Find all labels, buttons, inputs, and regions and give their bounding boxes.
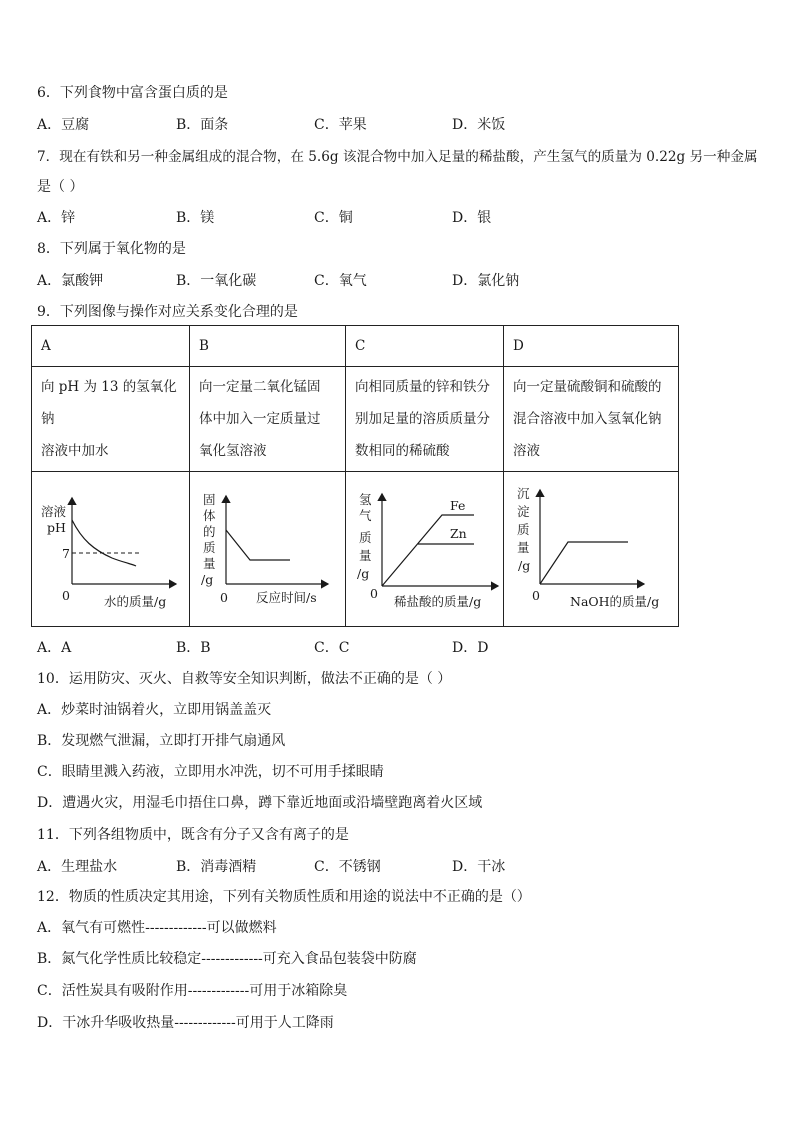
graph-a-ylabel-2: pH xyxy=(47,520,66,535)
q8-option-a: A．氯酸钾 xyxy=(37,273,104,289)
header-d: D xyxy=(504,326,679,367)
q8-option-b: B．一氧化碳 xyxy=(176,273,257,289)
q6-option-b: B．面条 xyxy=(176,117,229,133)
description-d: 向一定量硫酸铜和硫酸的 混合溶液中加入氢氧化钠 溶液 xyxy=(504,367,679,472)
graph-a-curve xyxy=(72,520,136,566)
graph-c-origin: 0 xyxy=(370,586,378,601)
header-a: A xyxy=(32,326,190,367)
graph-b-ylabel-5: /g xyxy=(201,572,214,587)
graph-c xyxy=(346,472,503,626)
graph-b-cell xyxy=(190,472,346,627)
q6-option-d: D．米饭 xyxy=(452,117,506,133)
q12-option-a: A．氧气有可燃性-------------可以做燃料 xyxy=(37,920,277,936)
q7-stem-line1: 7．现在有铁和另一种金属组成的混合物，在 5.6g 该混合物中加入足量的稀盐酸，产生氢气的质量为 0.22g 另一种金属 xyxy=(37,149,758,165)
graph-b-xlabel: 反应时间/s xyxy=(256,590,317,605)
q9-option-d: D．D xyxy=(452,640,489,656)
graph-d-ylabel-4: /g xyxy=(518,558,531,573)
q7-option-a: A．锌 xyxy=(37,210,76,226)
graph-a-ylabel-1: 溶液 xyxy=(41,504,67,519)
q12-option-d: D．干冰升华吸收热量-------------可用于人工降雨 xyxy=(37,1015,334,1031)
graph-b-ylabel-0: 固 xyxy=(203,492,216,507)
graph-a-ref-value: 7 xyxy=(62,546,70,561)
graph-d-ylabel-1: 淀 xyxy=(517,504,530,519)
q9-stem: 9．下列图像与操作对应关系变化合理的是 xyxy=(37,304,298,320)
graph-c-xlabel: 稀盐酸的质量/g xyxy=(394,594,482,609)
graph-d-ylabel-0: 沉 xyxy=(517,486,530,501)
header-b: B xyxy=(190,326,346,367)
graph-a-origin: 0 xyxy=(62,588,70,603)
graph-b-origin: 0 xyxy=(220,590,228,605)
graph-c-cell xyxy=(346,472,504,627)
q7-stem-line2: 是（ ） xyxy=(37,179,84,195)
q6-option-c: C．苹果 xyxy=(314,117,367,133)
graph-d-cell xyxy=(504,472,679,627)
graph-a-xlabel: 水的质量/g xyxy=(104,594,167,609)
description-a: 向 pH 为 13 的氢氧化钠 溶液中加水 xyxy=(32,367,190,472)
q11-stem: 11．下列各组物质中，既含有分子又含有离子的是 xyxy=(37,827,349,843)
q8-option-d: D．氯化钠 xyxy=(452,273,520,289)
graph-c-ylabel-4: /g xyxy=(357,566,370,581)
description-b: 向一定量二氧化锰固 体中加入一定质量过 氧化氢溶液 xyxy=(190,367,346,472)
graph-c-ylabel-0: 氢 xyxy=(359,492,372,507)
graph-b xyxy=(190,472,345,626)
q9-table xyxy=(31,325,679,627)
q7-option-d: D．银 xyxy=(452,210,492,226)
graph-d-xlabel: NaOH的质量/g xyxy=(570,594,660,609)
graph-b-line xyxy=(226,530,290,560)
q8-stem: 8．下列属于氧化物的是 xyxy=(37,241,186,257)
series-zn-label: Zn xyxy=(450,526,467,541)
q6-stem: 6．下列食物中富含蛋白质的是 xyxy=(37,85,228,101)
graph-c-ylabel-2: 质 xyxy=(359,530,372,545)
graph-d-ylabel-2: 质 xyxy=(517,522,530,537)
q10-option-c: C．眼睛里溅入药液，立即用水冲洗，切不可用手揉眼睛 xyxy=(37,764,384,780)
q10-stem: 10．运用防灾、灭火、自救等安全知识判断，做法不正确的是（ ） xyxy=(37,671,452,687)
q8-option-c: C．氧气 xyxy=(314,273,367,289)
q9-option-c: C．C xyxy=(314,640,350,656)
graph-c-ylabel-1: 气 xyxy=(359,508,372,523)
header-c: C xyxy=(346,326,504,367)
q12-option-c: C．活性炭具有吸附作用-------------可用于冰箱除臭 xyxy=(37,983,348,999)
q10-option-a: A．炒菜时油锅着火，立即用锅盖盖灭 xyxy=(37,702,272,718)
q6-option-a: A．豆腐 xyxy=(37,117,90,133)
graph-d xyxy=(504,472,678,626)
graph-c-ylabel-3: 量 xyxy=(359,548,372,563)
graph-b-ylabel-1: 体 xyxy=(203,508,216,523)
q10-option-b: B．发现燃气泄漏，立即打开排气扇通风 xyxy=(37,733,286,749)
q9-option-a: A．A xyxy=(37,640,72,656)
graph-b-ylabel-2: 的 xyxy=(203,524,216,539)
q11-option-a: A．生理盐水 xyxy=(37,859,118,875)
q12-stem: 12．物质的性质决定其用途，下列有关物质性质和用途的说法中不正确的是（） xyxy=(37,889,531,905)
series-fe-label: Fe xyxy=(450,498,466,513)
q7-option-c: C．铜 xyxy=(314,210,353,226)
graph-a xyxy=(32,472,189,626)
q11-option-c: C．不锈钢 xyxy=(314,859,381,875)
description-c: 向相同质量的锌和铁分 别加足量的溶质质量分 数相同的稀硫酸 xyxy=(346,367,504,472)
q9-option-b: B．B xyxy=(176,640,211,656)
q11-option-b: B．消毒酒精 xyxy=(176,859,257,875)
q10-option-d: D．遭遇火灾，用湿毛巾捂住口鼻，蹲下靠近地面或沿墙壁跑离着火区域 xyxy=(37,795,483,811)
graph-b-ylabel-3: 质 xyxy=(203,540,216,555)
graph-a-cell xyxy=(32,472,190,627)
q7-option-b: B．镁 xyxy=(176,210,215,226)
graph-d-line xyxy=(540,542,628,584)
q12-option-b: B．氮气化学性质比较稳定-------------可充入食品包装袋中防腐 xyxy=(37,951,417,967)
q11-option-d: D．干冰 xyxy=(452,859,506,875)
graph-d-origin: 0 xyxy=(532,588,540,603)
graph-d-ylabel-3: 量 xyxy=(517,540,530,555)
graph-b-ylabel-4: 量 xyxy=(203,556,216,571)
